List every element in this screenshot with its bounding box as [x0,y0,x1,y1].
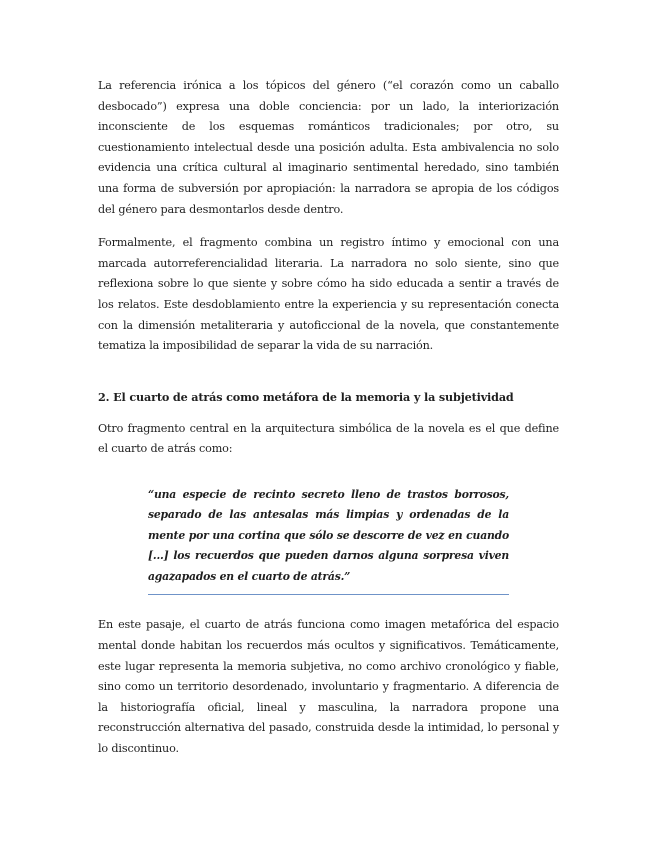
paragraph-intro-quote: Otro fragmento central en la arquitectura simbólica de la novela es el que define el cuarto de atrás como: [98,421,559,456]
document-page [98,76,559,773]
paragraph-irony: La referencia irónica a los tópicos del género (“el corazón como un caballo desbocado”) expresa una doble conciencia: por un lado, la interiorización inconsciente de los esquemas románticos tradicionales; por otro, su cuestionamiento intelectual desde una posición adulta. Esta ambivalencia no solo evidencia una crítica cultural al imaginario sentimental heredado, sino también una forma de subversión por apropiación: la narradora se apropia de los códigos del género para desmontarlos desde dentro. [98,79,559,216]
block-quote-text: “una especie de recinto secreto lleno de trastos borrosos, separado de las antesalas más limpias y ordenadas de la mente por una cortina que sólo se descorre de vez en cuando [...] los recuerdos que pueden darnos alguna sorpresa viven agazapados en el cuarto de atrás.” [148,487,509,583]
section-heading: 2. El cuarto de atrás como metáfora de la memoria y la subjetividad [98,389,514,404]
block-quote [148,485,509,596]
paragraph-form: Formalmente, el fragmento combina un registro íntimo y emocional con una marcada autorreferencialidad literaria. La narradora no solo siente, sino que reflexiona sobre lo que siente y sobre cómo ha sido educada a sentir a través de los relatos. Este desdoblamiento entre la experiencia y su representación conecta con la dimensión metaliteraria y autoficcional de la novela, que constantemente tematiza la imposibilidad de separar la vida de su narración. [98,236,559,353]
paragraph-analysis: En este pasaje, el cuarto de atrás funciona como imagen metafórica del espacio mental donde habitan los recuerdos más ocultos y significativos. Temáticamente, este lugar representa la memoria subjetiva, no como archivo cronológico y fiable, sino como un territorio desordenado, involuntario y fragmentario. A diferencia de la historiografía oficial, lineal y masculina, la narradora propone una reconstrucción alternativa del pasado, construida desde la intimidad, lo personal y lo discontinuo. [98,618,559,755]
